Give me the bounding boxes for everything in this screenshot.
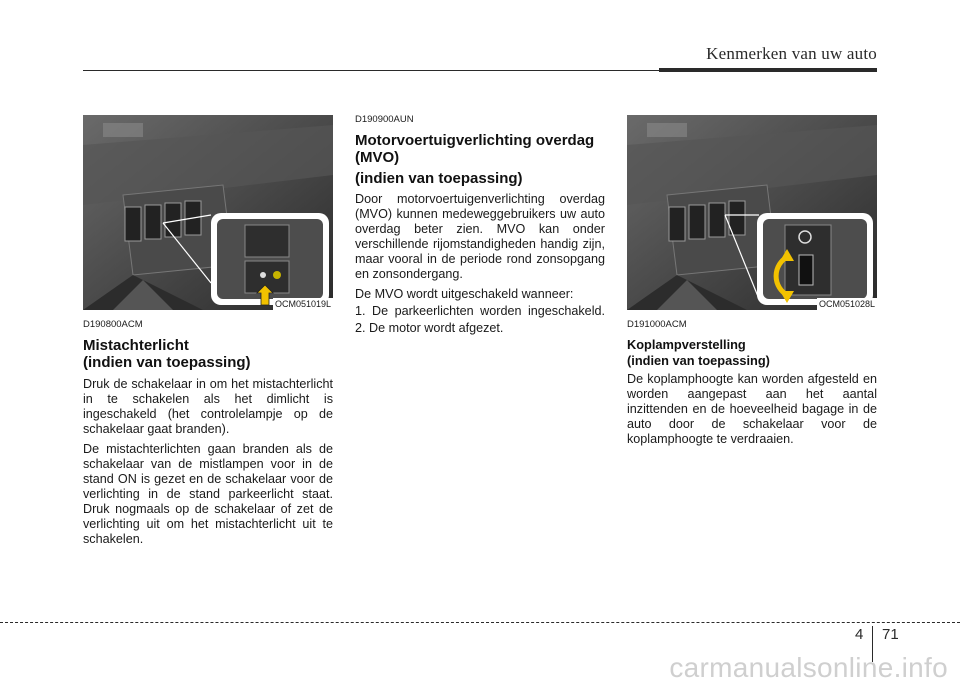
figure-headlight-leveling-illustration — [627, 115, 877, 310]
section-heading-sub: (indien van toepassing) — [83, 354, 251, 371]
page-number: 71 — [882, 626, 899, 643]
section-heading-abbr: (MVO) — [355, 149, 400, 166]
watermark: carmanualsonline.info — [669, 652, 948, 683]
paragraph: Door motorvoertuigenverlichting overdag (MVO) kunnen medeweggebruikers uw auto overdag beter zien. MVO kan onder verschillende rijomstandigheden handig zijn, maar vooral in de periode rond zonsopgang en zonsondergang. — [355, 192, 605, 281]
list-item: 2. De motor wordt afgezet. — [355, 321, 504, 335]
header-rule-accent — [659, 68, 877, 72]
paragraph: De mistachterlichten gaan branden als de schakelaar van de mistlampen voor in de stand ON is gezet en de schakelaar voor de verlichting in de stand parkeerlicht staat. Druk nogmaals op de schakelaar of zet de verlichting uit om het mistachterlicht uit te schakelen. — [83, 442, 333, 546]
section-heading: Mistachterlicht — [83, 337, 189, 354]
paragraph: Druk de schakelaar in om het mistachterlicht in te schakelen als het dimlicht is ingeschakeld (het controlelampje op de schakelaar gaat branden). — [83, 377, 333, 436]
section-daytime-running-lights — [355, 112, 605, 336]
section-rear-fog-light — [83, 317, 333, 552]
figure-code: OCM051028L — [818, 299, 875, 309]
section-heading: Motorvoertuigverlichting overdag — [355, 132, 595, 149]
figure-headlight-leveling — [627, 115, 877, 310]
figure-code: OCM051019L — [274, 299, 331, 309]
list-intro: De MVO wordt uitgeschakeld wanneer: — [355, 287, 574, 301]
section-code: D191000ACM — [627, 319, 687, 330]
figure-fog-light-switch — [83, 115, 333, 310]
paragraph: De koplamphoogte kan worden afgesteld en worden aangepast aan het aantal inzittenden en de hoeveelheid bagage in de auto door de schakelaar voor de koplamphoogte te verdraaien. — [627, 372, 877, 446]
section-code: D190900AUN — [355, 114, 414, 125]
list-item: 1. De parkeerlichten worden ingeschakeld. — [355, 304, 605, 318]
chapter-number: 4 — [855, 626, 864, 643]
section-heading: Koplampverstelling — [627, 337, 746, 352]
footer-rule — [0, 622, 960, 623]
section-heading-sub: (indien van toepassing) — [355, 170, 523, 187]
section-heading-sub: (indien van toepassing) — [627, 353, 770, 368]
figure-fog-light-illustration — [83, 115, 333, 310]
page-header-title: Kenmerken van uw auto — [706, 44, 877, 63]
section-code: D190800ACM — [83, 319, 143, 330]
section-headlight-leveling — [627, 317, 877, 452]
